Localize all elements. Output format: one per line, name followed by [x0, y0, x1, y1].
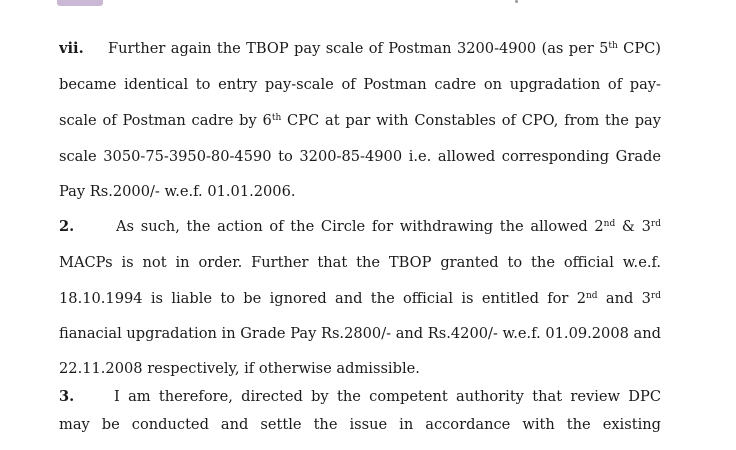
para-2-line-4: fianacial upgradation in Grade Pay Rs.2800/- and Rs.4200/- w.e.f. 01.09.2008 and	[59, 325, 661, 342]
highlight-mark	[57, 0, 103, 6]
para-2-line-2: MACPs is not in order. Further that the TBOP granted to the official w.e.f.	[59, 254, 661, 271]
para-3-line-1: 3. I am therefore, directed by the competent authority that review DPC	[59, 388, 661, 405]
para-vii-line-5: Pay Rs.2000/- w.e.f. 01.01.2006.	[59, 183, 296, 200]
para-vii-line-1: vii. Further again the TBOP pay scale of Postman 3200-4900 (as per 5th CPC)	[59, 40, 661, 57]
para-2-number: 2.	[59, 218, 75, 235]
cropped-next-line	[59, 444, 119, 450]
para-2-line-1: 2. As such, the action of the Circle for withdrawing the allowed 2nd & 3rd	[59, 218, 661, 235]
para-2-line-3: 18.10.1994 is liable to be ignored and the official is entitled for 2nd and 3rd	[59, 290, 661, 307]
para-2-line-5: 22.11.2008 respectively, if otherwise admissible.	[59, 360, 420, 377]
para-vii-line-3: scale of Postman cadre by 6th CPC at par with Constables of CPO, from the pay	[59, 112, 661, 129]
para-3-number: 3.	[59, 388, 75, 405]
para-vii-number: vii.	[59, 40, 84, 57]
para-3-line-2: may be conducted and settle the issue in accordance with the existing	[59, 416, 661, 433]
para-vii-line-4: scale 3050-75-3950-80-4590 to 3200-85-4900 i.e. allowed corresponding Grade	[59, 148, 661, 165]
para-vii-line-2: became identical to entry pay-scale of Postman cadre on upgradation of pay-	[59, 76, 661, 93]
ink-dot	[515, 0, 518, 3]
